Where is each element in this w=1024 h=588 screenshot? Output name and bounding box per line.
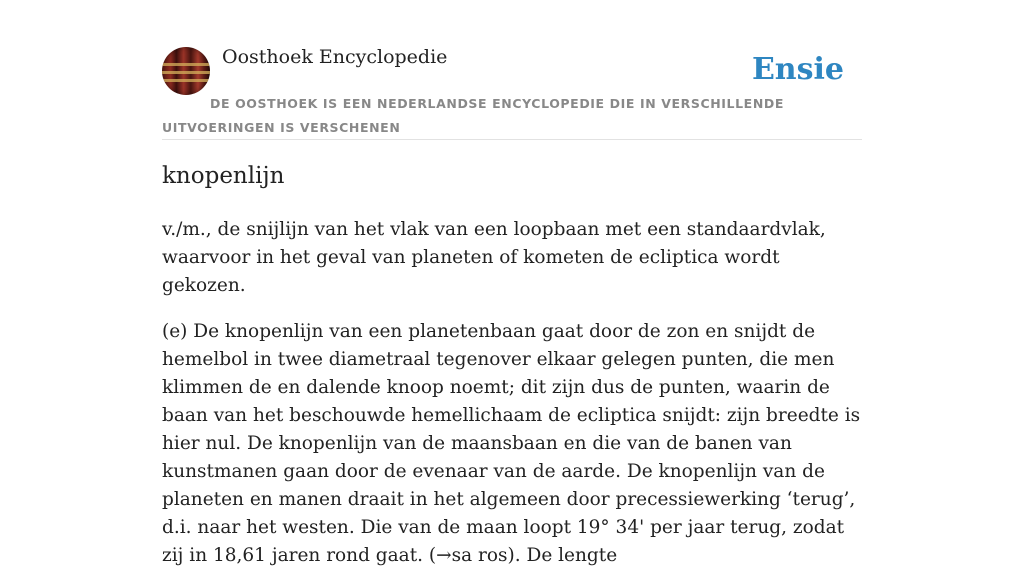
site-header [162, 0, 862, 140]
site-name-link[interactable]: Oosthoek Encyclopedie [222, 46, 448, 68]
encyclopedia-books-icon[interactable] [162, 47, 210, 95]
page [162, 0, 862, 566]
header-divider [162, 139, 862, 140]
site-tagline: DE OOSTHOEK IS EEN NEDERLANDSE ENCYCLOPEDIE DIE IN VERSCHILLENDE UITVOERINGEN IS VERSCHENEN [162, 96, 784, 135]
ensie-logo-link[interactable]: Ensie [751, 52, 844, 87]
entry-title: knopenlijn [162, 163, 285, 189]
entry-paragraph: v./m., de snijlijn van het vlak van een loopbaan met een standaardvlak, waarvoor in het geval van planeten of kometen de ecliptica wordt gekozen. [162, 219, 826, 296]
entry-content [162, 216, 862, 588]
entry-paragraph: (e) De knopenlijn van een planetenbaan gaat door de zon en snijdt de hemelbol in twee diametraal tegenover elkaar gelegen punten, die men klimmen de en dalende knoop noemt; dit zijn dus de punten, waarin de baan van het beschouwde hemellichaam de ecliptica snijdt: zijn breedte is hier nul. De knopenlijn van de maansbaan en die van de banen van kunstmanen gaan door de evenaar van de aarde. De knopenlijn van de planeten en manen draait in het algemeen door precessiewerking ‘terug’, d.i. naar het westen. Die van de maan loopt 19° 34' per jaar terug, zodat zij in 18,61 jaren rond gaat. (→sa ros). De lengte [162, 321, 861, 566]
